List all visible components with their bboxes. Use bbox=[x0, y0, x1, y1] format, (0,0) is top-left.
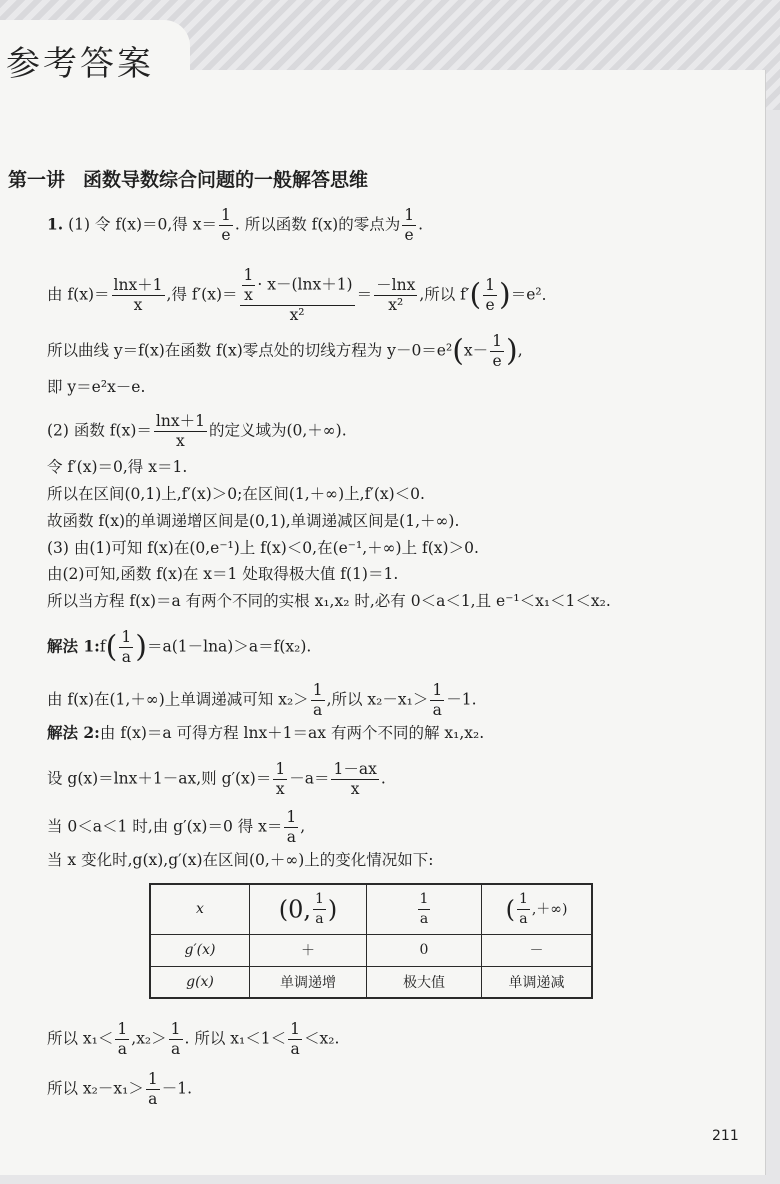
p3-max: 由(2)可知,函数 f(x)在 x＝1 处取得极大值 f(1)＝1. bbox=[47, 565, 399, 583]
tangent-line: 所以曲线 y＝f(x)在函数 f(x)零点处的切线方程为 y－0＝e²(x－ $\frac{1}{e}$ ), bbox=[47, 332, 523, 370]
final-line: 所以 x₂－x₁＞ $\frac{1}{a}$ －1. bbox=[47, 1070, 193, 1108]
fraction: $\frac{1}{a}$ bbox=[432, 681, 443, 719]
variation-table bbox=[149, 883, 593, 999]
method1-conclusion: 由 f(x)在(1,＋∞)上单调递减可知 x₂＞ $\frac{1}{a}$ ,所以 x₂－x₁＞ $\frac{1}{a}$ －1. bbox=[47, 681, 477, 719]
fraction: $\frac{1}{a}$ bbox=[312, 681, 323, 719]
page-number: 211 bbox=[712, 1128, 739, 1144]
fraction: $\frac{1}{a}$ bbox=[117, 1020, 128, 1058]
p2-zero: 令 f′(x)＝0,得 x＝1. bbox=[47, 458, 188, 476]
fraction: $\frac{1}{a}$ bbox=[286, 808, 297, 846]
tangent-result: 即 y＝e²x－e. bbox=[47, 378, 146, 396]
fraction: $\frac{1}{e}$ bbox=[404, 206, 415, 244]
fraction: $\frac{1-ax}{x}$ bbox=[333, 760, 377, 798]
table-row: x (0, $\frac{1}{a}$ ) $\frac{1}{a}$ ( $\frac{1}{a}$ ,＋∞) bbox=[150, 884, 592, 934]
section-title: 参考答案 bbox=[6, 44, 154, 84]
method2-critical: 当 0＜a＜1 时,由 g′(x)＝0 得 x＝ $\frac{1}{a}$ , bbox=[47, 808, 306, 846]
p3-sign: (3) 由(1)可知 f(x)在(0,e⁻¹)上 f(x)＜0,在(e⁻¹,＋∞)上 f(x)＞0. bbox=[47, 539, 479, 557]
p2-domain: (2) 函数 f(x)＝ $\frac{\ln x+1}{x}$ 的定义域为(0,＋∞). bbox=[47, 412, 347, 450]
method2-table-intro: 当 x 变化时,g(x),g′(x)在区间(0,＋∞)上的变化情况如下: bbox=[47, 851, 434, 869]
table-row: g′(x) ＋ 0 － bbox=[150, 934, 592, 966]
fraction: $\frac{1}{a}$ bbox=[170, 1020, 181, 1058]
p2-intervals: 所以在区间(0,1)上,f′(x)＞0;在区间(1,＋∞)上,f′(x)＜0. bbox=[47, 485, 425, 503]
lecture-heading bbox=[8, 165, 368, 192]
fraction: $\frac{1}{a}$ bbox=[290, 1020, 301, 1058]
p3-roots: 所以当方程 f(x)＝a 有两个不同的实根 x₁,x₂ 时,必有 0＜a＜1,且 e⁻¹＜x₁＜1＜x₂. bbox=[47, 592, 611, 610]
method1-line: 解法 1:f( $\frac{1}{a}$ )＝a(1－lna)＞a＝f(x₂). bbox=[47, 628, 312, 666]
fraction: $\frac{1}{x}$ bbox=[275, 760, 286, 798]
method2-g: 设 g(x)＝lnx＋1－ax,则 g′(x)＝ $\frac{1}{x}$ －a＝ $\frac{1-ax}{x}$ . bbox=[47, 760, 386, 798]
derivative-line: 由 f(x)＝ $\frac{\ln x+1}{x}$ ,得 f′(x)＝ $\frac{1}{x}$ · x－(lnx＋1) x² ＝ $\frac{-\ln x}{\text{x²}}$ ,所以 f′( $\frac{1}{e}$ )＝e²． bbox=[47, 266, 558, 324]
fraction: $\frac{\ln x+1}{x}$ bbox=[155, 412, 205, 450]
fraction: $\frac{-\ln x}{\text{x²}}$ bbox=[376, 276, 416, 314]
lecture-title: 函数导数综合问题的一般解答思维 bbox=[83, 169, 369, 191]
fraction: $\frac{1}{x}$ · x－(lnx＋1) x² bbox=[240, 266, 355, 325]
fraction: $\frac{1}{e}$ bbox=[492, 332, 503, 370]
lecture-number: 第一讲 bbox=[8, 169, 66, 191]
fraction: $\frac{1}{e}$ bbox=[485, 276, 496, 314]
fraction: $\frac{\ln x+1}{x}$ bbox=[113, 276, 163, 314]
conclusion-line: 所以 x₁＜ $\frac{1}{a}$ ,x₂＞ $\frac{1}{a}$ . 所以 x₁＜1＜ $\frac{1}{a}$ ＜x₂. bbox=[47, 1020, 340, 1058]
p1-line: 1. (1) 令 f(x)＝0,得 x＝ $\frac{1}{e}$ . 所以函数 f(x)的零点为 $\frac{1}{e}$ . bbox=[47, 206, 424, 244]
fraction: $\frac{1}{a}$ bbox=[121, 628, 132, 666]
fraction: $\frac{1}{e}$ bbox=[220, 206, 231, 244]
fraction: $\frac{1}{a}$ bbox=[147, 1070, 158, 1108]
method2-line: 解法 2:由 f(x)＝a 可得方程 lnx＋1＝ax 有两个不同的解 x₁,x₂. bbox=[47, 723, 485, 742]
p2-monotone: 故函数 f(x)的单调递增区间是(0,1),单调递减区间是(1,＋∞). bbox=[47, 512, 460, 530]
table-row: g(x) 单调递增 极大值 单调递减 bbox=[150, 966, 592, 998]
